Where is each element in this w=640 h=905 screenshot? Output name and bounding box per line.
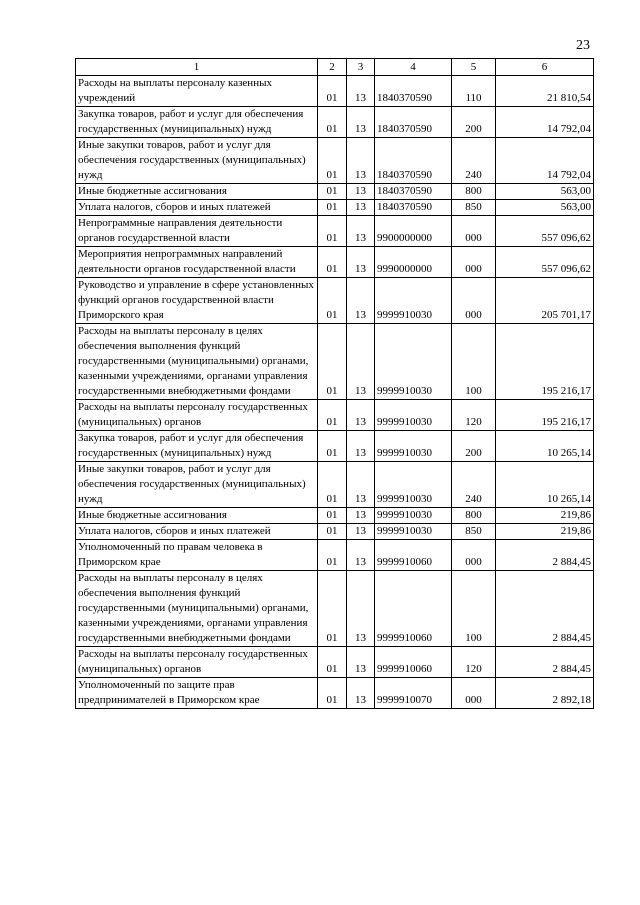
amount-cell: 2 884,45 — [496, 571, 594, 647]
expense-type-cell: 200 — [452, 107, 496, 138]
expense-type-cell: 240 — [452, 462, 496, 508]
table-row — [76, 184, 594, 200]
expense-type-cell: 120 — [452, 647, 496, 678]
amount-cell: 14 792,04 — [496, 107, 594, 138]
description-cell: Иные закупки товаров, работ и услуг для обеспечения государственных (муниципальных) нужд — [76, 138, 318, 184]
amount-cell: 10 265,14 — [496, 431, 594, 462]
section-cell: 01 — [318, 400, 347, 431]
table-row — [76, 508, 594, 524]
amount-cell: 2 884,45 — [496, 540, 594, 571]
target-article-cell: 1840370590 — [375, 138, 452, 184]
target-article-cell: 1840370590 — [375, 184, 452, 200]
amount-cell: 14 792,04 — [496, 138, 594, 184]
subsection-cell: 13 — [347, 324, 375, 400]
expense-type-cell: 100 — [452, 571, 496, 647]
subsection-cell: 13 — [347, 247, 375, 278]
expense-type-cell: 110 — [452, 76, 496, 107]
section-cell: 01 — [318, 200, 347, 216]
expense-type-cell: 240 — [452, 138, 496, 184]
table-row — [76, 247, 594, 278]
description-cell: Уполномоченный по правам человека в Приморском крае — [76, 540, 318, 571]
table-row — [76, 400, 594, 431]
description-cell: Уплата налогов, сборов и иных платежей — [76, 200, 318, 216]
amount-cell: 2 884,45 — [496, 647, 594, 678]
table-row — [76, 647, 594, 678]
table-body — [76, 76, 594, 709]
description-cell: Руководство и управление в сфере установленных функций органов государственной власти Приморского края — [76, 278, 318, 324]
column-header-3: 3 — [347, 59, 375, 76]
table-row — [76, 216, 594, 247]
section-cell: 01 — [318, 324, 347, 400]
subsection-cell: 13 — [347, 216, 375, 247]
description-cell: Иные бюджетные ассигнования — [76, 508, 318, 524]
target-article-cell: 9999910030 — [375, 431, 452, 462]
column-header-5: 5 — [452, 59, 496, 76]
description-cell: Закупка товаров, работ и услуг для обеспечения государственных (муниципальных) нужд — [76, 431, 318, 462]
amount-cell: 205 701,17 — [496, 278, 594, 324]
description-cell: Расходы на выплаты персоналу казенных учреждений — [76, 76, 318, 107]
description-cell: Непрограммные направления деятельности органов государственной власти — [76, 216, 318, 247]
section-cell: 01 — [318, 571, 347, 647]
section-cell: 01 — [318, 678, 347, 709]
page-number: 23 — [576, 38, 590, 53]
amount-cell: 563,00 — [496, 184, 594, 200]
expense-type-cell: 850 — [452, 200, 496, 216]
target-article-cell: 9999910060 — [375, 647, 452, 678]
expense-type-cell: 000 — [452, 540, 496, 571]
target-article-cell: 9999910070 — [375, 678, 452, 709]
amount-cell: 557 096,62 — [496, 247, 594, 278]
subsection-cell: 13 — [347, 184, 375, 200]
column-header-6: 6 — [496, 59, 594, 76]
section-cell: 01 — [318, 431, 347, 462]
expense-type-cell: 000 — [452, 247, 496, 278]
table-row — [76, 462, 594, 508]
amount-cell: 195 216,17 — [496, 400, 594, 431]
description-cell: Иные закупки товаров, работ и услуг для обеспечения государственных (муниципальных) нужд — [76, 462, 318, 508]
expense-type-cell: 100 — [452, 324, 496, 400]
amount-cell: 2 892,18 — [496, 678, 594, 709]
description-cell: Расходы на выплаты персоналу государственных (муниципальных) органов — [76, 400, 318, 431]
table-header — [76, 59, 594, 76]
table-row — [76, 571, 594, 647]
header-row — [76, 59, 594, 76]
description-cell: Закупка товаров, работ и услуг для обеспечения государственных (муниципальных) нужд — [76, 107, 318, 138]
target-article-cell: 9999910030 — [375, 524, 452, 540]
target-article-cell: 9900000000 — [375, 216, 452, 247]
target-article-cell: 9999910030 — [375, 324, 452, 400]
table-row — [76, 524, 594, 540]
description-cell: Иные бюджетные ассигнования — [76, 184, 318, 200]
expense-type-cell: 120 — [452, 400, 496, 431]
target-article-cell: 9999910030 — [375, 278, 452, 324]
amount-cell: 563,00 — [496, 200, 594, 216]
subsection-cell: 13 — [347, 138, 375, 184]
expense-type-cell: 000 — [452, 216, 496, 247]
section-cell: 01 — [318, 508, 347, 524]
section-cell: 01 — [318, 540, 347, 571]
subsection-cell: 13 — [347, 76, 375, 107]
subsection-cell: 13 — [347, 524, 375, 540]
description-cell: Расходы на выплаты персоналу в целях обеспечения выполнения функций государственными (муниципальными) органами, казенными учреждениями, органами управления государственными внебюджетными фондами — [76, 571, 318, 647]
subsection-cell: 13 — [347, 400, 375, 431]
target-article-cell: 9990000000 — [375, 247, 452, 278]
section-cell: 01 — [318, 216, 347, 247]
subsection-cell: 13 — [347, 508, 375, 524]
target-article-cell: 9999910060 — [375, 571, 452, 647]
subsection-cell: 13 — [347, 540, 375, 571]
target-article-cell: 1840370590 — [375, 200, 452, 216]
target-article-cell: 9999910030 — [375, 400, 452, 431]
section-cell: 01 — [318, 647, 347, 678]
table-row — [76, 431, 594, 462]
section-cell: 01 — [318, 524, 347, 540]
budget-table — [75, 58, 594, 709]
column-header-2: 2 — [318, 59, 347, 76]
section-cell: 01 — [318, 247, 347, 278]
column-header-1: 1 — [76, 59, 318, 76]
target-article-cell: 9999910030 — [375, 462, 452, 508]
amount-cell: 10 265,14 — [496, 462, 594, 508]
table-row — [76, 107, 594, 138]
section-cell: 01 — [318, 138, 347, 184]
subsection-cell: 13 — [347, 278, 375, 324]
expense-type-cell: 800 — [452, 508, 496, 524]
description-cell: Уполномоченный по защите прав предпринимателей в Приморском крае — [76, 678, 318, 709]
subsection-cell: 13 — [347, 462, 375, 508]
table-row — [76, 278, 594, 324]
description-cell: Уплата налогов, сборов и иных платежей — [76, 524, 318, 540]
expense-type-cell: 200 — [452, 431, 496, 462]
subsection-cell: 13 — [347, 678, 375, 709]
expense-type-cell: 000 — [452, 278, 496, 324]
target-article-cell: 9999910030 — [375, 508, 452, 524]
amount-cell: 21 810,54 — [496, 76, 594, 107]
section-cell: 01 — [318, 76, 347, 107]
description-cell: Мероприятия непрограммных направлений деятельности органов государственной власти — [76, 247, 318, 278]
subsection-cell: 13 — [347, 647, 375, 678]
section-cell: 01 — [318, 184, 347, 200]
table-row — [76, 678, 594, 709]
table-row — [76, 138, 594, 184]
column-header-4: 4 — [375, 59, 452, 76]
section-cell: 01 — [318, 278, 347, 324]
description-cell: Расходы на выплаты персоналу в целях обеспечения выполнения функций государственными (муниципальными) органами, казенными учреждениями, органами управления государственными внебюджетными фондами — [76, 324, 318, 400]
section-cell: 01 — [318, 107, 347, 138]
table-row — [76, 76, 594, 107]
amount-cell: 195 216,17 — [496, 324, 594, 400]
subsection-cell: 13 — [347, 200, 375, 216]
table-row — [76, 200, 594, 216]
subsection-cell: 13 — [347, 107, 375, 138]
subsection-cell: 13 — [347, 571, 375, 647]
amount-cell: 219,86 — [496, 508, 594, 524]
amount-cell: 557 096,62 — [496, 216, 594, 247]
target-article-cell: 1840370590 — [375, 76, 452, 107]
section-cell: 01 — [318, 462, 347, 508]
table-row — [76, 324, 594, 400]
amount-cell: 219,86 — [496, 524, 594, 540]
subsection-cell: 13 — [347, 431, 375, 462]
expense-type-cell: 000 — [452, 678, 496, 709]
expense-type-cell: 800 — [452, 184, 496, 200]
table-row — [76, 540, 594, 571]
target-article-cell: 1840370590 — [375, 107, 452, 138]
target-article-cell: 9999910060 — [375, 540, 452, 571]
expense-type-cell: 850 — [452, 524, 496, 540]
description-cell: Расходы на выплаты персоналу государственных (муниципальных) органов — [76, 647, 318, 678]
